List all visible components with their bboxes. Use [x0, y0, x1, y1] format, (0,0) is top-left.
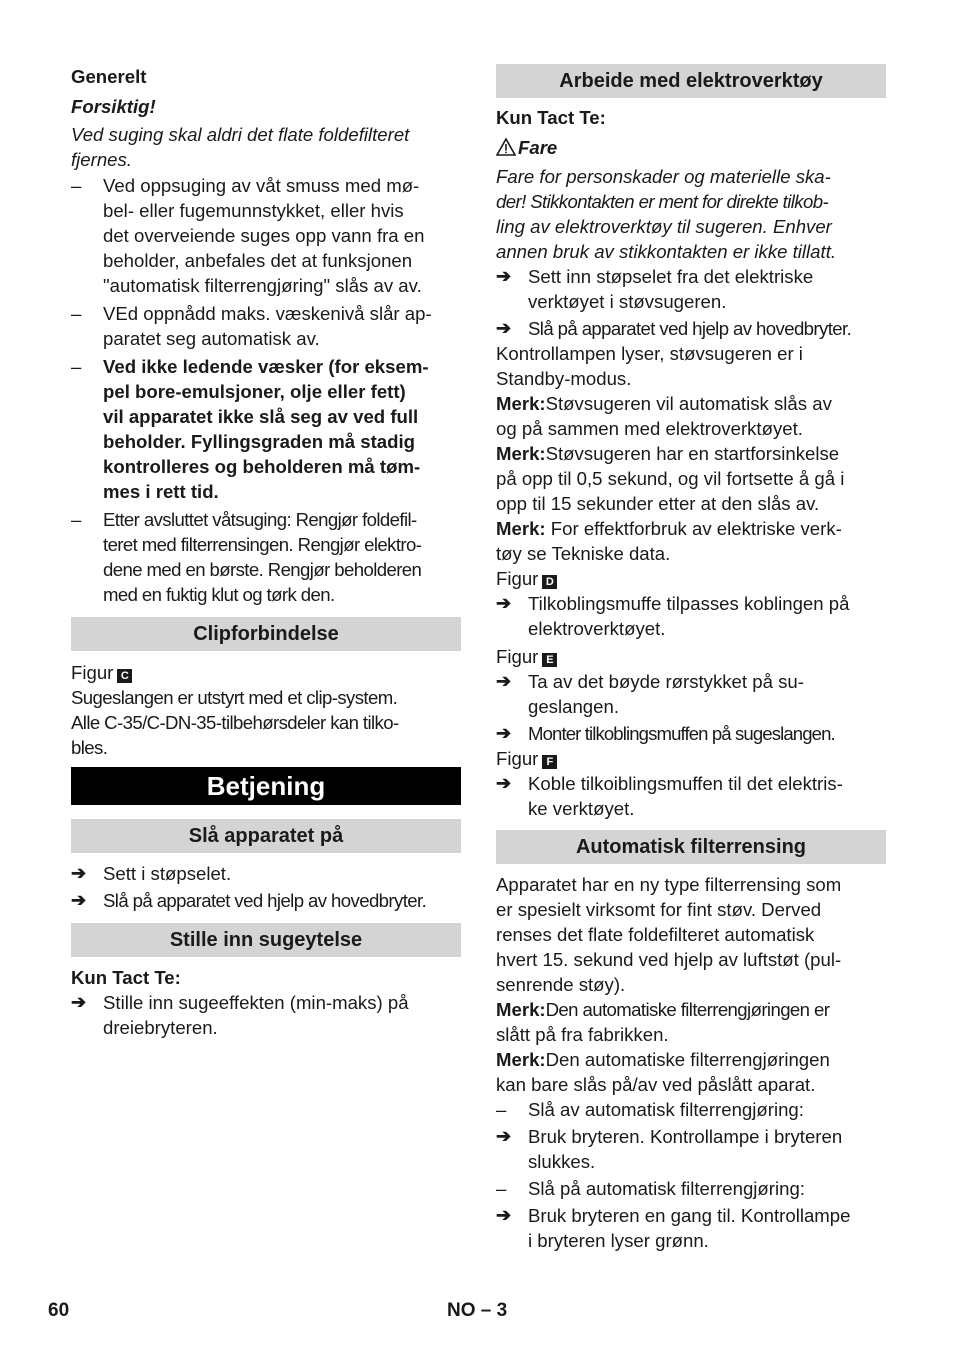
figure-ref: Figur F [496, 746, 886, 771]
arrow-icon: ➔ [71, 863, 87, 883]
kun-tact-label: Kun Tact Te: [496, 107, 606, 128]
list-item: – Slå av automatisk filterrengjøring: [496, 1099, 804, 1120]
figure-f-icon: F [542, 755, 557, 769]
arrow-icon: ➔ [496, 1205, 512, 1225]
heading-generelt: Generelt [71, 66, 147, 87]
list-item: ➔ Sett i støpselet. [71, 863, 232, 884]
caution-label: Forsiktig! [71, 96, 156, 117]
section-heading-stille-inn: Stille inn sugeytelse [71, 923, 461, 957]
page-number: 60 [48, 1300, 70, 1321]
figure-c-icon: C [117, 669, 132, 683]
arrow-icon: ➔ [496, 266, 512, 286]
kun-tact-label: Kun Tact Te: [71, 967, 181, 988]
section-heading-automatisk: Automatisk filterrensing [496, 830, 886, 864]
chapter-heading-betjening: Betjening [71, 767, 461, 805]
merk-note: Merk:Den automatiske filterrengjøringen kan bare slås på/av ved påslått aparat. [496, 1049, 830, 1095]
dash-marker: – [71, 303, 82, 324]
figure-e-icon: E [542, 653, 557, 667]
list-item: ➔ Sett inn støpselet fra det elektriske verktøyet i støvsugeren. [496, 266, 814, 312]
list-item: ➔ Bruk bryteren. Kontrollampe i bryteren slukkes. [496, 1126, 843, 1172]
caution-text: Ved suging skal aldri det flate foldefilteret fjernes. [71, 124, 410, 170]
list-item: ➔ Tilkoblingsmuffe tilpasses koblingen på elektroverktøyet. [496, 593, 850, 639]
list-item: – Ved ikke ledende væsker (for eksem- pel bore-emulsjoner, olje eller fett) vil apparatet ikke slå seg av ved full beholder. Fyllingsgraden må stadig kontrolleres og beholderen må tøm- mes i rett tid. [71, 356, 429, 502]
merk-note: Merk:Støvsugeren vil automatisk slås av og på sammen med elektroverktøyet. [496, 393, 832, 439]
arrow-icon: ➔ [496, 773, 512, 793]
arrow-icon: ➔ [496, 723, 511, 743]
kontroll-text: Kontrollampen lyser, støvsugeren er i Standby-modus. [496, 343, 803, 389]
merk-note: Merk:Støvsugeren har en startforsinkelse på opp til 0,5 sekund, og vil fortsette å gå i opp til 15 sekunder etter at den slås av. [496, 443, 845, 514]
right-column [496, 64, 886, 1253]
danger-text: Fare for personskader og materielle ska- der! Stikkontakten er ment for direkte tilkob- ling av elektroverktøy til sugeren. Enhver annen bruk av stikkontakten er ikke tillatt. [496, 166, 837, 262]
list-item: ➔ Monter tilkoblingsmuffen på sugeslangen. [496, 723, 835, 744]
list-item: ➔ Ta av det bøyde rørstykket på su- geslangen. [496, 671, 804, 717]
figure-ref: Figur E [496, 644, 886, 669]
list-item: – VEd oppnådd maks. væskenivå slår ap- paratet seg automatisk av. [71, 303, 432, 349]
dash-marker: – [71, 356, 82, 377]
arrow-icon: ➔ [496, 593, 512, 613]
left-column [71, 64, 461, 1040]
list-item: ➔ Slå på apparatet ved hjelp av hovedbryter. [71, 890, 427, 911]
merk-note: Merk:Den automatiske filterrengjøringen er slått på fra fabrikken. [496, 999, 830, 1045]
figure-d-icon: D [542, 575, 557, 589]
warning-triangle-icon [496, 137, 518, 162]
arrow-icon: ➔ [496, 1126, 512, 1146]
arrow-icon: ➔ [71, 992, 87, 1012]
list-item: – Etter avsluttet våtsuging: Rengjør foldefil- teret med filterrensingen. Rengjør elektro- dene med en børste. Rengjør beholderen med en fuktig klut og tørk den. [71, 509, 422, 605]
arrow-icon: ➔ [496, 671, 512, 691]
section-heading-clipforbindelse: Clipforbindelse [71, 617, 461, 651]
arrow-icon: ➔ [496, 318, 511, 338]
danger-label: Fare [496, 135, 886, 162]
section-heading-arbeide: Arbeide med elektroverktøy [496, 64, 886, 98]
dash-marker: – [71, 509, 81, 530]
clip-text: Sugeslangen er utstyrt med et clip-system. Alle C-35/C-DN-35-tilbehørsdeler kan tilko- bles. [71, 687, 399, 758]
list-item: ➔ Stille inn sugeeffekten (min-maks) på dreiebryteren. [71, 992, 409, 1038]
section-heading-sla-apparatet: Slå apparatet på [71, 819, 461, 853]
list-item: ➔ Koble tilkoiblingsmuffen til det elektris- ke verktøyet. [496, 773, 843, 819]
merk-note: Merk: For effektforbruk av elektriske verk- tøy se Tekniske data. [496, 518, 842, 564]
list-item: – Ved oppsuging av våt smuss med mø- bel- eller fugemunnstykket, eller hvis det overveiende suges opp vann fra en beholder, anbefales det at funksjonen "automatisk filterrengjøring" slås av av. [71, 175, 425, 296]
list-item: – Slå på automatisk filterrengjøring: [496, 1178, 805, 1199]
dash-marker: – [71, 175, 82, 196]
dash-marker: – [496, 1178, 507, 1199]
dash-marker: – [496, 1099, 507, 1120]
language-page-label: NO – 3 [447, 1300, 508, 1321]
arrow-icon: ➔ [71, 890, 86, 910]
figure-ref: Figur C [71, 660, 461, 685]
list-item: ➔ Slå på apparatet ved hjelp av hovedbryter. [496, 318, 852, 339]
auto-text: Apparatet har en ny type filterrensing som er spesielt virksomt for fint støv. Derved renses det flate foldefilteret automatisk hvert 15. sekund ved hjelp av luftstøt (pul- senrende støy). [496, 874, 842, 995]
list-item: ➔ Bruk bryteren en gang til. Kontrollampe i bryteren lyser grønn. [496, 1205, 851, 1251]
figure-ref: Figur D [496, 566, 886, 591]
